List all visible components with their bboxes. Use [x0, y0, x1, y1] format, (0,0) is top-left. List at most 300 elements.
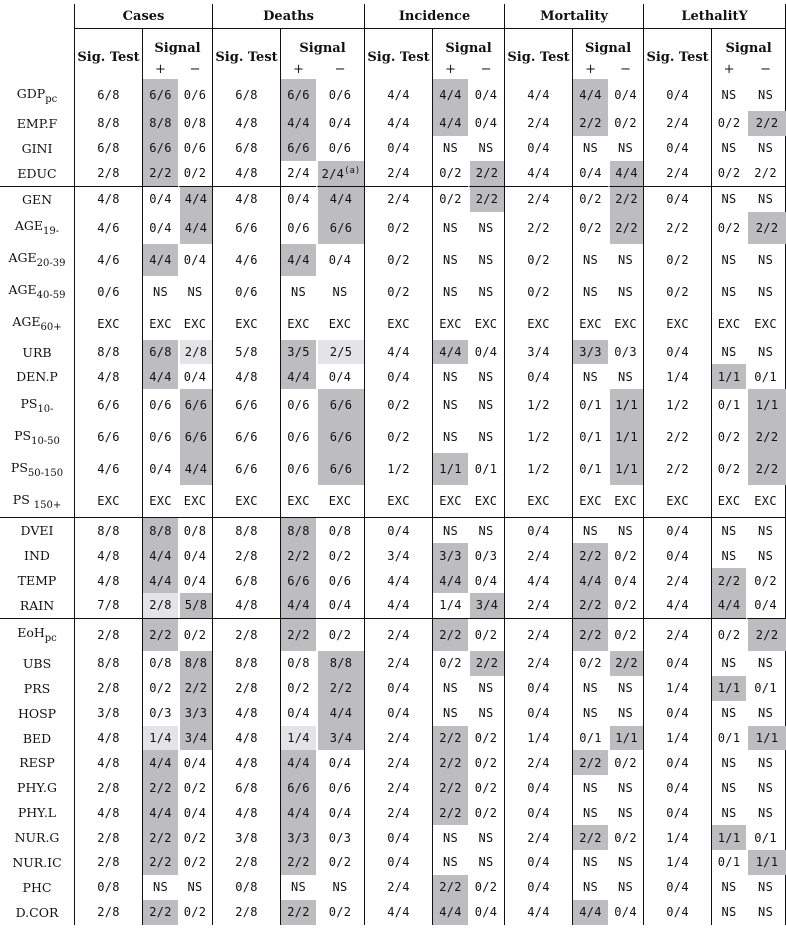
sig-test-cell: [643, 775, 711, 800]
sig-test-cell: [364, 543, 432, 568]
row-label: [0, 800, 74, 825]
cell-value: 6/6: [287, 573, 310, 588]
row-label: [0, 775, 74, 800]
row-label: [0, 79, 74, 111]
cell-value: 4/4: [439, 573, 462, 588]
cell-value: EXC: [754, 316, 777, 331]
cell-value: 2/4: [387, 880, 410, 895]
cell-value: 6/6: [287, 780, 310, 795]
cell-value: NS: [583, 880, 599, 895]
cell-value: 4/4: [439, 116, 462, 131]
sig-test-cell: [364, 276, 432, 308]
cell-value: 2/2: [754, 166, 777, 181]
signal-minus-cell: [178, 340, 212, 365]
cell-value: 4/8: [97, 548, 120, 563]
signal-plus-cell: [572, 111, 608, 136]
signal-plus-cell: [572, 651, 608, 676]
cell-value: 2/4: [527, 116, 550, 131]
cell-value: EXC: [149, 494, 172, 509]
signal-minus-cell: [608, 244, 643, 276]
signal-minus-cell: [608, 186, 643, 212]
signal-plus-cell: [572, 701, 608, 726]
sig-test-cell: [643, 651, 711, 676]
signal-minus-cell: [178, 308, 212, 340]
signal-plus-cell: [572, 825, 608, 850]
cell-value: 4/4: [579, 88, 602, 102]
signal-plus-cell: [142, 517, 178, 543]
signal-minus-cell: [746, 276, 786, 308]
plus-header: +: [142, 59, 178, 79]
cell-value: NS: [721, 880, 737, 895]
cell-value: NS: [618, 681, 634, 696]
signal-minus-cell: [178, 161, 212, 186]
cell-value: 2/2: [439, 780, 462, 795]
table-row: [0, 568, 786, 593]
sig-test-cell: [364, 701, 432, 726]
cell-value: EXC: [527, 494, 550, 509]
signal-minus-cell: [746, 136, 786, 161]
cell-value: 4/4: [527, 166, 550, 181]
row-label: [0, 568, 74, 593]
row-label-text: RESP: [19, 755, 55, 771]
sig-test-cell: [74, 186, 142, 212]
cell-value: 6/6: [235, 430, 258, 445]
cell-value: 2/4: [387, 731, 410, 746]
cell-value: NS: [758, 755, 774, 770]
signal-minus-cell: [746, 364, 786, 389]
table-row: [0, 364, 786, 389]
row-label-text: TEMP: [17, 573, 57, 589]
cell-value: 2/8: [97, 627, 120, 642]
cell-value: NS: [758, 141, 774, 156]
cell-value: 6/6: [149, 88, 172, 102]
table-row: [0, 244, 786, 276]
cell-value: 1/1: [717, 830, 741, 845]
signal-plus-cell: [280, 726, 316, 751]
cell-value: 2/2: [287, 855, 310, 870]
cell-value: 6/8: [235, 88, 258, 102]
signal-minus-cell: [316, 485, 364, 517]
cell-value: NS: [721, 141, 737, 156]
row-label-text: HOSP: [17, 705, 57, 721]
cell-value: 0/4: [527, 880, 550, 895]
signal-plus-cell: [280, 276, 316, 308]
table-row: [0, 900, 786, 925]
row-label: [0, 453, 74, 485]
signal-plus-cell: [142, 651, 178, 676]
cell-value: 0/4: [527, 681, 550, 696]
cell-value: NS: [618, 805, 634, 820]
sig-test-cell: [504, 618, 572, 651]
cell-value: 1/4: [666, 855, 689, 870]
signal-minus-cell: [468, 568, 504, 593]
signal-minus-cell: [608, 726, 643, 751]
cell-value: 4/4: [615, 166, 638, 181]
cell-value: 1/1: [755, 855, 779, 870]
sig-test-cell: [643, 701, 711, 726]
signal-minus-cell: [178, 850, 212, 875]
sig-test-cell: [364, 775, 432, 800]
sig-test-cell: [74, 485, 142, 517]
cell-value: 0/2: [387, 220, 410, 235]
row-label: [0, 900, 74, 925]
cell-value: 0/6: [328, 88, 352, 102]
cell-value: 0/2: [474, 805, 498, 820]
signal-plus-cell: [572, 676, 608, 701]
cell-value: NS: [618, 141, 634, 156]
cell-value: 0/4: [666, 141, 689, 156]
signal-minus-cell: [746, 212, 786, 244]
cell-value: 0/1: [717, 398, 741, 413]
cell-value: 6/6: [235, 398, 258, 413]
cell-value: 2/2: [666, 462, 689, 477]
cell-value: 2/8: [97, 780, 120, 795]
cell-value: 0/1: [474, 462, 498, 477]
row-label-subscript: 150+: [33, 499, 62, 511]
row-label-text: PHC: [22, 879, 52, 895]
cell-value: 1/1: [755, 731, 779, 746]
sig-test-cell: [504, 701, 572, 726]
cell-value: 6/8: [97, 88, 120, 102]
signal-minus-cell: [468, 900, 504, 925]
sig-test-cell: [504, 485, 572, 517]
cell-value: 2/8: [97, 166, 120, 181]
cell-value: 2/4: [387, 805, 410, 820]
cell-value: 2/2: [329, 681, 353, 696]
cell-value: EXC: [328, 316, 352, 331]
sig-test-cell: [212, 850, 280, 875]
cell-value: 0/4: [183, 573, 207, 588]
cell-value: NS: [443, 284, 459, 299]
signal-plus-cell: [432, 517, 468, 543]
signal-plus-cell: [711, 593, 746, 618]
cell-value: 0/2: [717, 116, 741, 131]
cell-value: 0/4: [328, 598, 352, 613]
sig-test-cell: [364, 900, 432, 925]
signal-header: Signal: [432, 29, 504, 59]
corner-cell: [0, 59, 74, 79]
cell-value: 1/2: [527, 398, 550, 413]
cell-value: 0/4: [387, 523, 410, 538]
cell-value: 0/2: [474, 880, 498, 895]
cell-value: 4/4: [439, 345, 462, 359]
signal-plus-cell: [572, 593, 608, 618]
signal-plus-cell: [432, 364, 468, 389]
sig-test-cell: [212, 726, 280, 751]
sig-test-cell: [504, 212, 572, 244]
signal-minus-cell: [468, 726, 504, 751]
cell-value: EXC: [183, 494, 207, 509]
cell-value: 0/1: [717, 855, 741, 870]
cell-value: 4/8: [97, 731, 120, 746]
signal-plus-cell: [142, 701, 178, 726]
signal-plus-cell: [280, 750, 316, 775]
signal-plus-cell: [572, 186, 608, 212]
cell-value: 0/6: [149, 398, 172, 413]
signal-plus-cell: [142, 676, 178, 701]
signal-minus-cell: [746, 186, 786, 212]
sig-test-cell: [504, 651, 572, 676]
signal-plus-cell: [572, 340, 608, 365]
cell-value: 0/1: [754, 681, 777, 696]
row-label: [0, 726, 74, 751]
sig-test-cell: [212, 825, 280, 850]
cell-value: NS: [443, 252, 459, 267]
table-row: [0, 453, 786, 485]
cell-value: 1/4: [527, 731, 550, 746]
cell-value: 1/4: [666, 369, 689, 384]
signal-minus-cell: [468, 651, 504, 676]
cell-value: 2/2: [149, 166, 172, 181]
cell-value: NS: [187, 284, 203, 299]
cell-value: NS: [721, 252, 737, 267]
cell-value: 2/2: [475, 166, 499, 181]
row-label-subscript: pc: [45, 93, 58, 105]
signal-plus-cell: [142, 421, 178, 453]
sig-test-cell: [212, 775, 280, 800]
cell-value: 2/2: [149, 905, 172, 920]
signal-plus-cell: [280, 111, 316, 136]
signal-minus-cell: [746, 850, 786, 875]
cell-value: NS: [758, 905, 774, 920]
sig-test-header: Sig. Test: [643, 29, 711, 79]
cell-value: NS: [721, 88, 737, 102]
row-label: [0, 825, 74, 850]
row-label-subscript: 10-: [37, 403, 54, 415]
cell-value: 2/4: [387, 192, 410, 207]
signal-plus-cell: [711, 111, 746, 136]
cell-value: 4/8: [235, 706, 258, 721]
sig-test-cell: [364, 244, 432, 276]
table-row: [0, 485, 786, 517]
cell-value: 6/6: [329, 220, 353, 235]
cell-value: 8/8: [149, 523, 172, 538]
cell-value: 0/1: [579, 462, 602, 477]
cell-value: 6/6: [235, 462, 258, 477]
signal-plus-cell: [280, 676, 316, 701]
cell-value: 2/2: [579, 548, 602, 563]
cell-value: 0/2: [149, 681, 172, 696]
row-label: [0, 136, 74, 161]
sig-test-cell: [643, 340, 711, 365]
table-row: [0, 276, 786, 308]
row-label-subscript: 60+: [40, 322, 62, 334]
sig-test-cell: [212, 485, 280, 517]
cell-value: 0/2: [666, 252, 689, 267]
table-row: [0, 79, 786, 111]
row-label: [0, 212, 74, 244]
cell-value: NS: [721, 905, 737, 920]
signal-minus-cell: [316, 593, 364, 618]
signal-minus-cell: [608, 568, 643, 593]
cell-value: 8/8: [184, 656, 208, 671]
cell-value: 4/4: [287, 805, 310, 820]
signal-plus-cell: [280, 364, 316, 389]
signal-minus-cell: [178, 79, 212, 111]
signal-plus-cell: [711, 800, 746, 825]
cell-value: 0/4: [328, 369, 352, 384]
cell-value: 6/6: [235, 220, 258, 235]
cell-value: 4/4: [184, 462, 208, 477]
cell-value: 2/2: [149, 830, 172, 845]
signal-minus-cell: [178, 453, 212, 485]
table-row: [0, 726, 786, 751]
signal-minus-cell: [178, 543, 212, 568]
sig-test-cell: [74, 593, 142, 618]
signal-plus-cell: [142, 750, 178, 775]
signal-minus-cell: [608, 364, 643, 389]
cell-value: EXC: [287, 316, 310, 331]
cell-value: 4/4: [287, 598, 310, 613]
sig-test-cell: [74, 800, 142, 825]
cell-value: EXC: [579, 494, 602, 509]
sig-test-cell: [364, 186, 432, 212]
signal-minus-cell: [468, 308, 504, 340]
signal-plus-cell: [432, 136, 468, 161]
row-label: [0, 676, 74, 701]
cell-value: 0/4: [579, 166, 602, 181]
signal-minus-cell: [316, 136, 364, 161]
sig-test-cell: [74, 750, 142, 775]
signal-plus-cell: [432, 618, 468, 651]
sig-test-cell: [643, 161, 711, 186]
cell-value: 1/4: [666, 731, 689, 746]
cell-value: NS: [478, 523, 494, 538]
cell-value: 0/2: [614, 627, 637, 642]
signal-minus-cell: [178, 593, 212, 618]
signal-plus-cell: [280, 568, 316, 593]
cell-value: 2/2: [527, 220, 550, 235]
cell-value: 2/8: [235, 548, 258, 563]
cell-value: NS: [618, 706, 634, 721]
cell-value: 0/3: [149, 706, 172, 721]
cell-value: 2/2: [475, 192, 499, 207]
signal-plus-cell: [432, 726, 468, 751]
cell-value: 2/2: [717, 573, 741, 588]
row-label: [0, 340, 74, 365]
signal-plus-cell: [432, 701, 468, 726]
table-row: [0, 308, 786, 340]
cell-value: 2/2: [755, 430, 779, 445]
cell-value: 0/4: [287, 706, 310, 721]
cell-value: NS: [583, 780, 599, 795]
signal-minus-cell: [178, 701, 212, 726]
signal-minus-cell: [468, 389, 504, 421]
sig-test-cell: [212, 651, 280, 676]
cell-value: 1/4: [149, 731, 172, 746]
cell-value: 0/4: [474, 573, 498, 588]
signal-minus-cell: [608, 389, 643, 421]
cell-value: 2/4: [666, 573, 689, 588]
sig-test-cell: [212, 276, 280, 308]
sig-test-cell: [74, 340, 142, 365]
signal-plus-cell: [711, 543, 746, 568]
signal-minus-cell: [178, 900, 212, 925]
sig-test-cell: [504, 900, 572, 925]
cell-value: EXC: [439, 494, 462, 509]
cell-value: 0/4: [387, 681, 410, 696]
cell-value: 0/4: [527, 369, 550, 384]
sig-test-cell: [212, 800, 280, 825]
signal-minus-cell: [178, 421, 212, 453]
signal-header: Signal: [711, 29, 786, 59]
sig-test-cell: [212, 340, 280, 365]
cell-value: EXC: [614, 316, 637, 331]
row-label: [0, 161, 74, 186]
signal-minus-cell: [316, 421, 364, 453]
cell-value: NS: [478, 220, 494, 235]
cell-value: NS: [583, 284, 599, 299]
signal-plus-cell: [432, 421, 468, 453]
signal-minus-cell: [746, 485, 786, 517]
cell-value: 0/6: [235, 284, 258, 299]
signal-minus-cell: [746, 161, 786, 186]
row-label: [0, 850, 74, 875]
sig-test-cell: [74, 775, 142, 800]
signal-minus-cell: [608, 701, 643, 726]
cell-value: 2/2: [287, 548, 310, 563]
signal-plus-cell: [711, 340, 746, 365]
cell-value: 0/2: [527, 252, 550, 267]
signal-minus-cell: [468, 364, 504, 389]
sig-test-cell: [212, 421, 280, 453]
signal-minus-cell: [316, 618, 364, 651]
cell-value: 4/8: [235, 192, 258, 207]
cell-value: NS: [443, 220, 459, 235]
row-label-text: DEN.P: [16, 369, 58, 385]
row-label-subscript: 40-59: [36, 290, 66, 302]
signal-plus-cell: [280, 618, 316, 651]
cell-value: 6/8: [235, 141, 258, 156]
cell-value: NS: [618, 855, 634, 870]
cell-value: 2/2: [439, 755, 462, 770]
sig-test-cell: [643, 568, 711, 593]
cell-value: NS: [758, 192, 774, 207]
cell-value: 0/4: [328, 755, 352, 770]
table-row: [0, 651, 786, 676]
signal-plus-cell: [280, 875, 316, 900]
sig-test-cell: [74, 543, 142, 568]
cell-value: 4/4: [387, 345, 410, 359]
cell-value: NS: [721, 345, 737, 359]
cell-value: 7/8: [97, 598, 120, 613]
sig-test-cell: [364, 111, 432, 136]
group-header-incidence: Incidence: [364, 4, 504, 29]
signal-plus-cell: [280, 517, 316, 543]
signal-minus-cell: [178, 651, 212, 676]
signal-plus-cell: [711, 676, 746, 701]
cell-value: 0/4: [183, 252, 207, 267]
cell-value: NS: [583, 369, 599, 384]
cell-value: 2/4: [321, 166, 345, 181]
cell-value: NS: [758, 284, 774, 299]
signal-minus-cell: [316, 750, 364, 775]
cell-value: 4/8: [235, 369, 258, 384]
sig-test-cell: [504, 543, 572, 568]
sig-test-cell: [74, 568, 142, 593]
sig-test-cell: [74, 726, 142, 751]
signal-minus-cell: [468, 676, 504, 701]
signal-plus-cell: [142, 875, 178, 900]
signal-plus-cell: [432, 161, 468, 186]
row-label-text: URB: [22, 344, 52, 360]
table-row: [0, 775, 786, 800]
signal-plus-cell: [572, 244, 608, 276]
cell-value: 0/4: [666, 192, 689, 207]
row-label: [0, 701, 74, 726]
sig-test-cell: [74, 453, 142, 485]
signal-minus-cell: [608, 850, 643, 875]
